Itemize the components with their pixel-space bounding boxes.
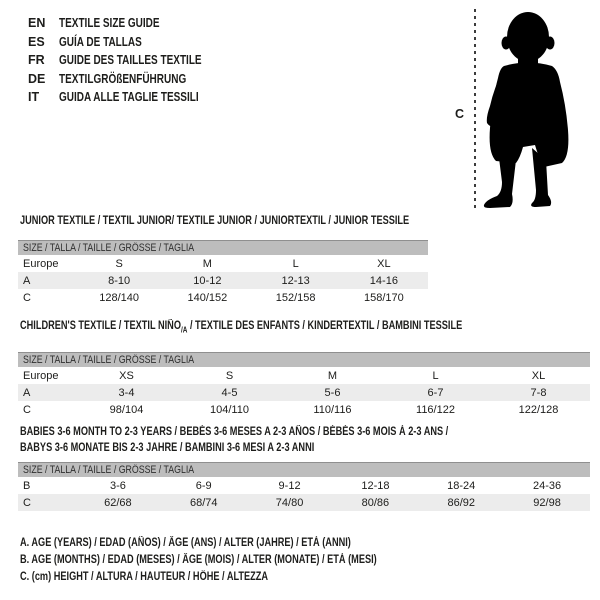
footnote-b: B. AGE (MONTHS) / EDAD (MESES) / ÂGE (MOIS) / ALTER (MONATE) / ETÀ (MESI) [20, 554, 377, 566]
height-cell: 92/98 [533, 496, 561, 509]
babies-section-title: BABIES 3-6 MONTH TO 2-3 YEARS / BEBÉS 3-6 MESES A 2-3 AÑOS / BÉBÉS 3-6 MOIS À 2-3 ANS / BABYS 3-6 MONATE BIS 2-3 JAHRE / BAMBINI 3-6 MESI A 2-3 ANNI [20, 426, 449, 454]
age-cell: 9-12 [278, 479, 301, 492]
table-header-size: SIZE / TALLA / TAILLE / GRÖSSE / TAGLIA [18, 240, 428, 255]
language-code: EN [28, 16, 46, 31]
row-label: Europe [23, 369, 59, 382]
junior-size-table [18, 240, 428, 306]
language-row-it [28, 88, 237, 107]
language-row-es [28, 33, 237, 52]
age-cell: 3-4 [118, 386, 135, 399]
title-subscript: /A [180, 325, 188, 335]
footnote-a: A. AGE (YEARS) / EDAD (AÑOS) / ÂGE (ANS) / ALTER (JAHRE) / ETÀ (ANNI) [20, 537, 351, 549]
language-title: GUIDA ALLE TAGLIE TESSILI [59, 90, 199, 105]
legend-footnotes [20, 535, 466, 586]
row-label: C [23, 403, 31, 416]
age-cell: 3-6 [109, 479, 126, 492]
size-cell: XL [377, 257, 391, 270]
size-cell: L [292, 257, 299, 270]
height-cell: 68/74 [189, 496, 218, 509]
language-row-de [28, 70, 237, 89]
table-header-size: SIZE / TALLA / TAILLE / GRÖSSE / TAGLIA [18, 462, 590, 477]
baby-silhouette-icon [482, 10, 574, 208]
age-cell: 5-6 [324, 386, 341, 399]
table-row-age-years [18, 272, 428, 289]
table-row-height-cm [18, 494, 590, 511]
age-cell: 4-5 [221, 386, 238, 399]
age-cell: 8-10 [108, 274, 131, 287]
language-row-en [28, 14, 237, 33]
table-row-europe [18, 367, 590, 384]
table-row-height-cm [18, 289, 428, 306]
language-code: ES [28, 34, 45, 49]
table-header-size: SIZE / TALLA / TAILLE / GRÖSSE / TAGLIA [18, 352, 590, 367]
size-cell: S [115, 257, 123, 270]
table-row-europe [18, 255, 428, 272]
height-cell: 104/110 [210, 403, 249, 416]
language-title: GUIDE DES TAILLES TEXTILE [59, 53, 202, 68]
age-cell: 18-24 [447, 479, 476, 492]
age-cell: 7-8 [530, 386, 547, 399]
size-cell: XL [531, 369, 546, 382]
children-size-table [18, 352, 590, 418]
footnote-c: C. (cm) HEIGHT / ALTURA / HAUTEUR / HÖHE / ALTEZZA [20, 571, 269, 583]
language-code: DE [28, 71, 46, 86]
table-row-age-years [18, 384, 590, 401]
babies-size-table [18, 462, 590, 511]
height-cell: 98/104 [109, 403, 144, 416]
junior-section-title: JUNIOR TEXTILE / TEXTIL JUNIOR/ TEXTILE JUNIOR / JUNIORTEXTIL / JUNIOR TESSILE [20, 215, 410, 227]
children-section-title: CHILDREN'S TEXTILE / TEXTIL $NIÑO_{/A}$ / TEXTILE DES ENFANTS / KINDERTEXTIL / BAMBINI TESSILE [20, 320, 463, 335]
size-cell: M [202, 257, 212, 270]
language-title: TEXTILE SIZE GUIDE [59, 16, 160, 31]
row-label: B [23, 479, 31, 492]
height-cell: 110/116 [313, 403, 352, 416]
age-cell: 10-12 [193, 274, 222, 287]
age-cell: 6-9 [195, 479, 212, 492]
age-cell: 12-18 [361, 479, 390, 492]
height-cell: 74/80 [275, 496, 304, 509]
height-cell: 122/128 [518, 403, 559, 416]
row-label: C [23, 291, 31, 304]
age-cell: 14-16 [369, 274, 398, 287]
height-cell: 80/86 [361, 496, 390, 509]
size-cell: L [432, 369, 439, 382]
language-code: IT [28, 90, 40, 105]
height-cell: 158/170 [363, 291, 404, 304]
height-cell: 116/122 [416, 403, 455, 416]
age-cell: 24-36 [532, 479, 562, 492]
language-title-list [28, 14, 237, 107]
age-cell: 12-13 [281, 274, 310, 287]
row-label: Europe [23, 257, 59, 270]
height-measure-dashed-line [474, 9, 476, 209]
height-cell: 62/68 [104, 496, 132, 509]
height-cell: 152/158 [275, 291, 316, 304]
height-cell: 140/152 [187, 291, 228, 304]
size-cell: M [327, 369, 338, 382]
language-code: FR [28, 53, 45, 68]
language-title: GUÍA DE TALLAS [59, 34, 142, 49]
table-row-age-months [18, 477, 590, 494]
language-row-fr [28, 51, 237, 70]
table-row-height-cm [18, 401, 590, 418]
size-cell: XS [119, 369, 134, 382]
language-title: TEXTILGRÖßENFÜHRUNG [59, 71, 187, 86]
height-measure-label: C [455, 107, 465, 121]
row-label: A [23, 386, 31, 399]
size-cell: S [225, 369, 234, 382]
row-label: C [23, 496, 31, 509]
height-cell: 86/92 [447, 496, 475, 509]
height-cell: 128/140 [99, 291, 139, 304]
row-label: A [23, 274, 31, 287]
age-cell: 6-7 [427, 386, 444, 399]
